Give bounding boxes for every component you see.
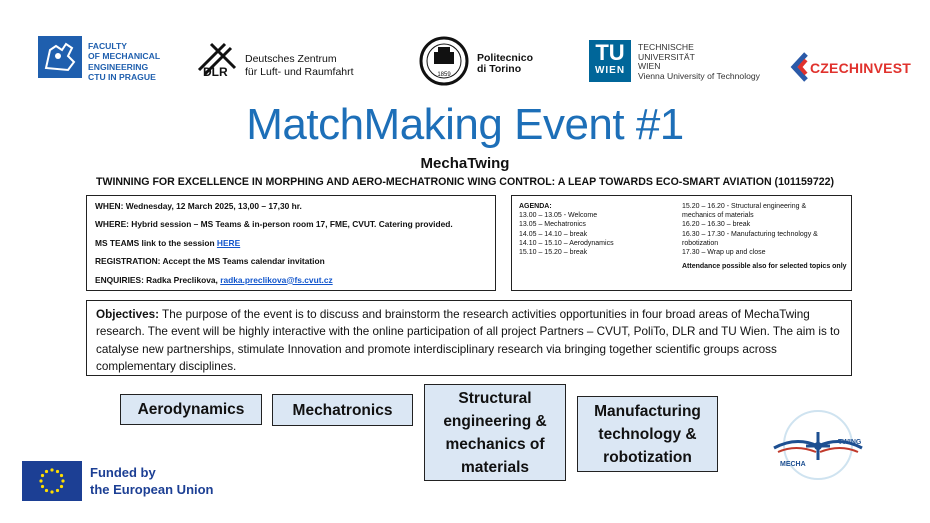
where-line: WHERE: Hybrid session – MS Teams & in-person room 17, FME, CVUT. Catering provided. [95, 219, 453, 230]
agenda-item: robotization [682, 239, 719, 247]
czechinvest-logo [790, 52, 810, 87]
agenda-item: 14.05 – 14.10 – break [519, 230, 588, 238]
topic-structural-engineering: Structural engineering & mechanics of materials [424, 384, 566, 481]
registration-line: REGISTRATION: Accept the MS Teams calendar invitation [95, 256, 325, 267]
objectives-label: Objectives: [96, 308, 160, 321]
agenda-item: 16.20 – 16.30 – break [682, 221, 751, 229]
agenda-item: 17.30 – Wrap up and close [682, 249, 766, 257]
topic-aerodynamics: Aerodynamics [120, 394, 262, 425]
objectives-text: The purpose of the event is to discuss and brainstorm the research activities opportunities in four broad areas of MechaTwing research. The event will be highly interactive with the online participation of all project Partners – CVUT, PoliTo, DLR and TU Wien. The aim is to catalyse new partnerships, stimulate Innovation and promote interdisciplinary research via bringing together scientific groups across complementary disciplines. [96, 308, 840, 374]
topic-manufacturing: Manufacturing technology & robotization [577, 396, 718, 472]
enquiries-line: ENQUIRIES: Radka Preclikova, radka.preclikova@fs.cvut.cz [95, 274, 333, 285]
mechatwing-logo-mecha: MECHA [780, 461, 806, 468]
tu-wien-logo [589, 40, 631, 82]
agenda-item: 14.10 – 15.10 – Aerodynamics [519, 239, 614, 247]
teams-link[interactable]: HERE [216, 237, 241, 248]
agenda-box [511, 195, 852, 291]
agenda-item: 15.10 – 15.20 – break [519, 249, 588, 257]
dlr-logo-text: Deutsches Zentrum für Luft- und Raumfahrt [245, 53, 354, 78]
dlr-mark-text: DLR [203, 65, 228, 78]
polito-logo-text: Politecnico di Torino [477, 52, 534, 75]
czechinvest-logo-text: CZECHINVEST [810, 60, 911, 76]
wien-mark-text: WIEN [594, 65, 626, 76]
polito-seal-year: 1859 [437, 72, 451, 78]
agenda-item: 16.30 – 17.30 - Manufacturing technology & [682, 230, 818, 238]
agenda-heading: AGENDA: [519, 203, 552, 210]
objectives-box [86, 300, 852, 376]
agenda-left-column [519, 202, 669, 257]
agenda-item: 13.00 – 13.05 - Welcome [519, 212, 598, 220]
agenda-item: 15.20 – 16.20 - Structural engineering & [682, 203, 807, 210]
project-tagline: TWINNING FOR EXCELLENCE IN MORPHING AND AERO-MECHATRONIC WING CONTROL: A LEAP TOWARDS ECO-SMART AVIATION (101159722) [95, 176, 835, 188]
ctu-logo-text: FACULTY OF MECHANICAL ENGINEERING CTU IN PRAGUE [88, 41, 161, 83]
mechatwing-logo-twing: TWING [838, 439, 862, 446]
when-line: WHEN: Wednesday, 12 March 2025, 13,00 – 17,30 hr. [95, 201, 302, 211]
tu-wien-logo-text: TECHNISCHE UNIVERSITÄT WIEN Vienna University of Technology [638, 42, 760, 81]
agenda-note: Attendance possible also for selected topics only [682, 263, 847, 271]
teams-line: MS TEAMS link to the session HERE [95, 237, 241, 248]
topic-mechatronics: Mechatronics [272, 394, 413, 426]
mechatwing-logo [766, 408, 870, 487]
enquiries-email-link[interactable]: radka.preclikova@fs.cvut.cz [220, 274, 333, 285]
agenda-right-column [682, 202, 847, 271]
dlr-logo [195, 40, 240, 83]
page-title: MatchMaking Event #1 [246, 100, 684, 149]
agenda-item: 13.05 – Mechatronics [519, 221, 586, 229]
polito-seal-logo [416, 36, 472, 91]
event-details-box [86, 195, 496, 291]
tu-mark-text: TU [595, 40, 625, 65]
agenda-item: mechanics of materials [682, 212, 754, 220]
project-name: MechaTwing [420, 155, 510, 172]
ctu-lion-logo [38, 36, 82, 78]
eu-funding-text: Funded by the European Union [90, 465, 214, 497]
eu-flag-icon [22, 461, 82, 501]
